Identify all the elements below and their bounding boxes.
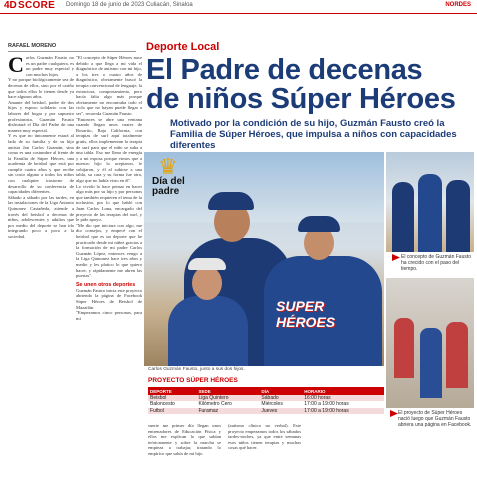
caption-arrow-icon bbox=[390, 410, 398, 417]
son-cap bbox=[298, 216, 340, 232]
table-cell: Futbol bbox=[148, 408, 196, 414]
col1-paragraph-4: Y es que no únicamente estará al lado de su familia y de su hijo autista Jan Carlos Guzmán, sino como es una costumbre al frente de la Familia de Súper Héroes, una academia de beisbol que está por cumplir cuatro años y que recibe sin costo alguno a todos los niños con cualquier trastorno de desarrollo de su conferencia de capacidades diferentes. bbox=[8, 133, 74, 195]
table-cell: Jueves bbox=[259, 408, 302, 414]
table-cell: Beisbol bbox=[148, 395, 196, 401]
page-number: 4D bbox=[4, 0, 17, 11]
team-player-2 bbox=[418, 174, 442, 252]
kid-2 bbox=[420, 328, 442, 398]
kids-photo bbox=[386, 278, 474, 408]
table-cell: 17:00 a 19:00 horas bbox=[302, 401, 384, 407]
table-cell: Miércoles bbox=[259, 401, 302, 407]
table-header: DÍA bbox=[259, 387, 302, 395]
table-header-row bbox=[148, 387, 384, 395]
bottom-column-1: suerte me primer día llegan unos entrenadores de Educación Física y ellos me explican lo que sabían teóricamente y sobre la marcha se empieza a trabajar, tratando lo empírico que sabía de mi hijo bbox=[148, 423, 221, 456]
team-photo-caption: El concepto de Guzmán Fausto ha crecido con el paso del tiempo. bbox=[401, 254, 472, 272]
col2-paragraph-2: "Entonces se abre una ventana cuando llegan unos cuates de Rosarito, Baja California, con terapias de surf aquí totalmente gratis, ellos implementan la terapia de surf para que el niño se suba a una tabla. Eso me llena de energía y a mi esposa porque vimos que a nuestro hijo lo aceptaron, le cobijaron, y él al subirse a una tabla, su cara y su forma fue otra, algo que no había visto en él". bbox=[76, 116, 142, 184]
table-cell: Baloncesto bbox=[148, 401, 196, 407]
col1-paragraph-3: Amante del beisbol, padre de dos hijos y esposo solidario con las labores del hogar y por supuesto profesionista, Guzmán Fausto disfrutará el Día del Padre de una manera muy especial. bbox=[8, 99, 74, 133]
headline-line-2: de niños Súper Héroes bbox=[146, 83, 456, 115]
table-cell: Sábado bbox=[259, 395, 302, 401]
header-date: Domingo 18 de junio de 2023 Culiacán, Sinaloa bbox=[66, 2, 193, 8]
badge-line-1: Día del bbox=[152, 176, 185, 187]
article-column-1 bbox=[8, 55, 74, 420]
section-name: SCORE bbox=[18, 0, 56, 11]
kids-photo-caption: El proyecto de Súper Héroes nació luego que Guzmán Fausto abriera una página en Facebook. bbox=[398, 410, 472, 428]
article-deck: Motivado por la condición de su hijo, Guzmán Fausto creó la Familia de Súper Héroes, que impulsa a niños con capacidades diferentes bbox=[170, 118, 457, 151]
drop-cap: C bbox=[8, 55, 24, 77]
table-cell: Liga Quintero bbox=[196, 395, 259, 401]
table-header: DEPORTE bbox=[148, 387, 196, 395]
table-header: SEDE bbox=[196, 387, 259, 395]
author-byline: RAFAEL MORENO bbox=[8, 43, 57, 49]
subheading: Se unen otros deportes bbox=[76, 281, 136, 288]
team-player-1 bbox=[392, 182, 414, 252]
page-header bbox=[0, 0, 477, 14]
table-title: PROYECTO SÚPER HÉROES bbox=[148, 377, 238, 384]
article-kicker: Deporte Local bbox=[146, 41, 220, 53]
col2-paragraph-1: "El concepto de Súper Héroes nace debido a que llega a mi vida el diagnóstico de autismo con mi hijo, a los tres o cuatro años de diagnóstico, obviamente buscó la terapia convencional de lenguaje, la extractora, comportamiento, pero hacía falta algo más porque obviamente no encontraba todo el ciclo que no hayan puede llegar a ser", recuerda Guzmán Fausto. bbox=[76, 55, 142, 116]
col2-paragraph-6: "Empezamos cinco personas, para mi bbox=[76, 310, 142, 321]
child-head bbox=[192, 266, 222, 300]
child-figure bbox=[168, 296, 248, 366]
father-cap bbox=[208, 192, 254, 210]
schedule-table bbox=[148, 387, 384, 414]
child-cap bbox=[188, 258, 226, 270]
team-photo bbox=[386, 152, 474, 252]
table-cell: Furamaz bbox=[196, 408, 259, 414]
kid-1 bbox=[394, 318, 414, 378]
crown-icon: ♛ bbox=[158, 154, 178, 179]
col1-paragraph-1: arlos Guzmán Fausto no es un padre cualquiera, es un padre muy especial y con muchos hijos. bbox=[25, 55, 74, 77]
caption-arrow-icon bbox=[392, 254, 400, 261]
article-column-2 bbox=[76, 55, 142, 475]
col2-paragraph-3: Lo vivido lo hace pensar en hacer algo más por su hijo y por personas que también requieren el tema de la inclusión, por lo que habló con Juan Carlos Luna, encargado del proyecto de las terapias del surf, y le pide apoyo. bbox=[76, 183, 142, 223]
article-headline bbox=[146, 56, 476, 114]
col2-paragraph-4: "Me dio que iniciara con algo, me dio consejos, y empecé con el beisbol que es un deporte que he practicado desde mi niñez gracias a la formación de mi padre Carlos Guzmán López, entonces vengo a la Liga Quinonez hace tres años y medio y les platico lo que quiero hacer, y rápidamente me abren las puertas". bbox=[76, 222, 142, 279]
col1-paragraph-2: Y no porque biológicamente sea de decenas de ellos, sino por el cariño que todos ellos le tienen desde ya hace algunos años. bbox=[8, 77, 74, 100]
table-row bbox=[148, 408, 384, 414]
table-cell: 16:00 horas bbox=[302, 395, 384, 401]
team-player-3 bbox=[446, 180, 470, 252]
table-header: HORARIO bbox=[302, 387, 384, 395]
kid-3 bbox=[446, 322, 468, 388]
jersey-lettering: SUPER HÉROES bbox=[276, 298, 336, 330]
byline-divider bbox=[8, 51, 136, 52]
table-cell: Kilómetro Cero bbox=[196, 401, 259, 407]
table-cell: 17:00 a 19:00 horas bbox=[302, 408, 384, 414]
bottom-column-2: (autismo clínico no verbal). Este proyecto empezamos todos los sábados tardes-noches, ya que entre semanas esos niños tienen terapias y muchas cosas qué hacer. bbox=[228, 423, 301, 451]
col2-paragraph-5: Guzmán Fausto inicia este proyecto abriendo la página de Facebook Súper Héroes de Beisbol de Mazatlán. bbox=[76, 287, 142, 310]
col1-paragraph-5: Sábado a sábado por las tardes, en las instalaciones de la Liga Antonio Quinonez Castañeda, atiende a través del beisbol a decenas de niños, adolescentes y adultos que por medio del deporte se han ido integrando poco a poco a la sociedad. bbox=[8, 194, 74, 239]
fathers-day-badge bbox=[152, 156, 210, 200]
badge-line-2: padre bbox=[152, 186, 180, 197]
main-photo-caption: Carlos Guzmán Fausto, junto a sus dos hijos. bbox=[148, 367, 245, 372]
brand-label: NORDES bbox=[445, 2, 471, 8]
headline-line-1: El Padre de decenas bbox=[146, 54, 423, 86]
